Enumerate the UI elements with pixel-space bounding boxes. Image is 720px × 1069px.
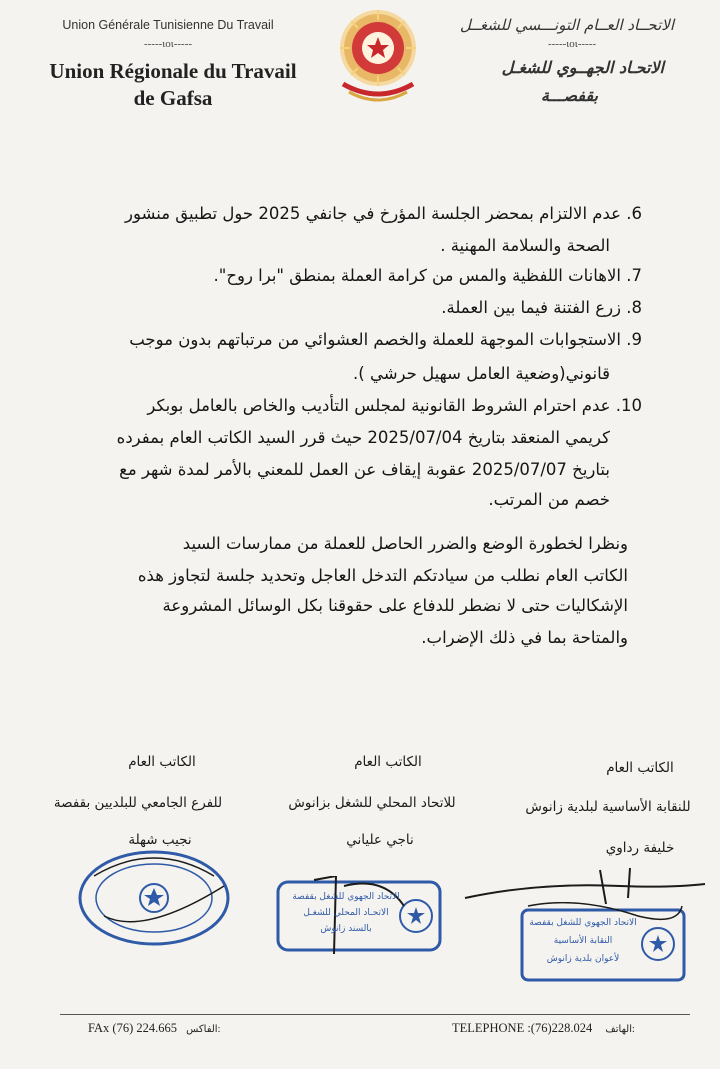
signatory-right-name: خليفة رداوي <box>605 840 675 856</box>
item-10-line4: خصم من المرتب. <box>488 490 610 509</box>
right-stamp-line2: النقابة الأساسية <box>553 936 613 946</box>
item-9-line1: 9. الاستجوابات الموجهة للعملة والخصم العشوائي من مرتباتهم بدون موجب <box>129 330 642 349</box>
right-stamp-line3: لأعوان بلدية زانوش <box>546 954 620 964</box>
signatory-left-org: للفرع الجامعي للبلديين بقفصة <box>53 795 223 811</box>
signatory-left-name: نجيب شهلة <box>128 832 192 848</box>
item-10-line2: كريمي المنعقد بتاريخ 2025/07/04 حيث قرر السيد الكاتب العام بمفرده <box>116 428 610 447</box>
regional-union-title <box>28 58 318 112</box>
item-8: 8. زرع الفتنة فيما بين العملة. <box>441 298 642 317</box>
signatory-right-org: للنقابة الأساسية لبلدية زانوش <box>525 799 691 815</box>
right-stamp-line1: الاتحاد الجهوي للشغل بقفصة <box>529 918 637 928</box>
middle-stamp-line1: الاتحاد الجهوي للشغل بقفصة <box>292 892 400 902</box>
item-10-line1: 10. عدم احترام الشروط القانونية لمجلس التأديب والخاص بالعامل بوبكر <box>147 396 642 415</box>
middle-stamp-line2: الاتحـاد المحلي للشغـل <box>303 908 389 918</box>
ugtt-logo-icon <box>333 6 423 106</box>
paragraph-line2: الكاتب العام نطلب من سيادتكم التدخل العاجل وتحديد جلسة لتجاوز هذه <box>137 566 628 585</box>
union-name-french-small: Union Générale Tunisienne Du Travail <box>62 18 274 32</box>
fax-number: FAx (76) 224.665 <box>88 1021 178 1035</box>
item-9-line2: قانوني(وضعية العامل سهيل حرشي ). <box>353 364 610 383</box>
paragraph-line3: الإشكاليات حتى لا نضطر للدفاع على حقوقنا بكل الوسائل المشروعة <box>162 596 628 615</box>
item-10-line3: بتاريخ 2025/07/07 عقوبة إيقاف عن العمل للمعني بالأمر لمدة شهر مع <box>119 460 610 479</box>
fax-label-arabic: الفاكس: <box>186 1024 221 1035</box>
middle-stamp-line3: بالسند زانوش <box>320 924 372 934</box>
paragraph-line1: ونظرا لخطورة الوضع والضرر الحاصل للعملة من ممارسات السيد <box>182 534 628 553</box>
signatory-right-title: الكاتب العام <box>606 760 674 776</box>
telephone-label-arabic: الهاتف: <box>605 1024 635 1035</box>
right-signature-stroke <box>460 868 710 908</box>
item-6-line1: 6. عدم الالتزام بمحضر الجلسة المؤرخ في جانفي 2025 حول تطبيق منشور <box>125 204 642 223</box>
signatory-middle-name: ناجي علياني <box>346 832 414 848</box>
item-7: 7. الاهانات اللفظية والمس من كرامة العملة بمنطق "برا روح". <box>213 266 642 285</box>
left-round-stamp <box>74 846 234 950</box>
city-arabic: بقفصـــة <box>540 86 598 105</box>
regional-union-line1: Union Régionale du Travail <box>49 59 297 83</box>
header-ornament-left: -----ιoι----- <box>143 38 193 50</box>
signatory-middle-org: للاتحاد المحلي للشغل بزانوش <box>288 795 456 811</box>
telephone-number: TELEPHONE :(76)228.024 <box>452 1021 593 1035</box>
footer-divider <box>60 1014 690 1015</box>
union-name-arabic: الاتحــاد العــام التونـــسي للشغــل <box>459 16 674 34</box>
regional-union-arabic: الاتحـاد الجهــوي للشغـل <box>501 58 664 77</box>
footer-fax <box>88 1021 220 1036</box>
signatory-middle-title: الكاتب العام <box>354 754 422 770</box>
item-6-line2: الصحة والسلامة المهنية . <box>440 236 610 255</box>
signatory-left-title: الكاتب العام <box>128 754 196 770</box>
paragraph-line4: والمتاحة بما في ذلك الإضراب. <box>421 628 628 647</box>
regional-union-line2: de Gafsa <box>133 86 213 110</box>
header-ornament-right: -----ιoι----- <box>547 38 597 50</box>
footer-telephone <box>452 1021 635 1036</box>
